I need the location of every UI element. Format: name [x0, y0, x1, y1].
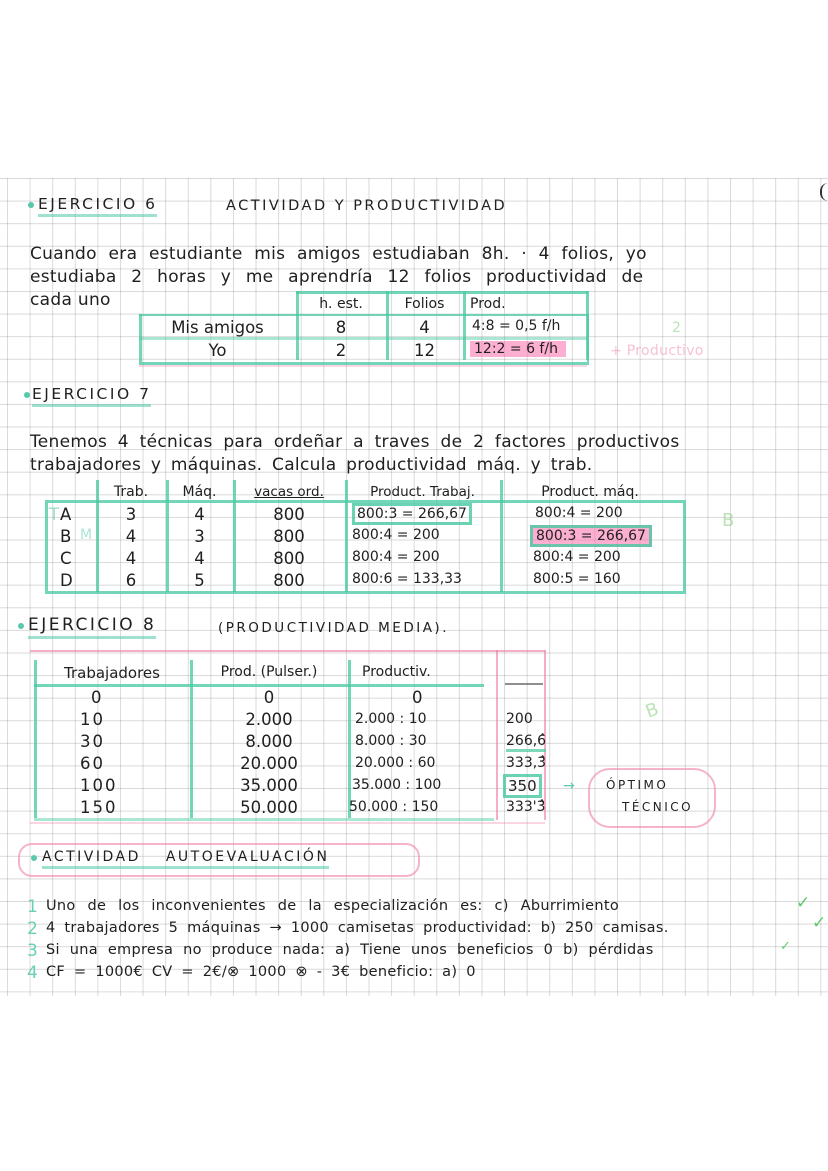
header-prod-maq: Product. máq.: [541, 484, 639, 500]
optimo-label-line1: ÓPTIMO: [606, 778, 669, 792]
optimo-cloud: [588, 768, 716, 828]
header-trab: Trab.: [113, 484, 149, 500]
cell-prod: 20.000: [240, 754, 298, 773]
cell-maq: 5: [194, 571, 205, 590]
item-number: 1: [27, 897, 38, 917]
row-tech: B: [60, 527, 72, 546]
cell-prod-trab-best: 800:3 = 266,67: [352, 503, 472, 525]
header-prod-trab: Product. Trabaj.: [370, 484, 475, 500]
row-mark: M: [80, 527, 93, 543]
cell-prod-trab: 800:4 = 200: [352, 527, 440, 543]
cell-vacas: 800: [273, 505, 305, 524]
header-trabajadores: Trabajadores: [64, 664, 160, 682]
cell-trab: 60: [80, 754, 105, 773]
checkmark-icon: ✓: [812, 913, 827, 933]
cell-prod: 4:8 = 0,5 f/h: [472, 318, 561, 334]
cell-prod: 35.000: [240, 776, 298, 795]
cell-calc: 35.000 : 100: [352, 777, 442, 793]
item-number: 2: [27, 919, 38, 939]
cell-h-est: 2: [335, 341, 347, 360]
header-productiv: Productiv.: [362, 664, 431, 680]
row-tech: C: [60, 549, 72, 568]
cell-vacas: 800: [273, 549, 305, 568]
cell-prod: 0: [263, 688, 275, 707]
cell-trab: 4: [125, 549, 137, 568]
cell-trab: 30: [80, 732, 105, 751]
cell-prod: 8.000: [245, 732, 293, 751]
cell-folios: 4: [419, 318, 430, 337]
row-mark: T: [49, 505, 60, 524]
cell-prod-maq-best: 800:3 = 266,67: [530, 525, 652, 547]
header-prod-pulser: Prod. (Pulser.): [220, 664, 318, 680]
header-vacas: vacas ord.: [254, 484, 324, 500]
cell-prod-maq: 800:5 = 160: [533, 571, 621, 587]
cell-calc: 0: [412, 688, 423, 707]
header-h-est: h. est.: [319, 296, 363, 312]
bullet-icon: [31, 855, 37, 861]
ejercicio7-side-mark: B: [722, 510, 735, 531]
cell-prod-maq: 800:4 = 200: [535, 505, 623, 521]
row-label: Yo: [208, 341, 227, 360]
ejercicio8-title: EJERCICIO 8: [28, 615, 156, 639]
ejercicio8-subtitle: (PRODUCTIVIDAD MEDIA).: [218, 620, 449, 636]
item-number: 4: [27, 963, 38, 983]
ejercicio6-title: EJERCICIO 6: [38, 195, 157, 217]
page-edge-curl: [820, 183, 828, 201]
autoevaluacion-title: ACTIVIDAD AUTOEVALUACIÓN: [42, 849, 329, 869]
cell-prod: 2.000: [245, 710, 293, 729]
cell-result: 333,3̂: [506, 755, 547, 771]
list-item: 4 trabajadores 5 máquinas → 1000 camisetas productividad: b) 250 camisas.: [46, 920, 669, 936]
ejercicio6-annotation-mark: 2: [672, 320, 682, 336]
cell-trab: 3: [125, 505, 137, 524]
cell-trab: 10: [80, 710, 105, 729]
cell-h-est: 8: [335, 318, 347, 337]
cell-trab: 6: [125, 571, 137, 590]
checkmark-icon: ✓: [780, 939, 792, 954]
ejercicio7-title: EJERCICIO 7: [32, 385, 151, 407]
header-folios: Folios: [404, 296, 445, 312]
cell-maq: 4: [194, 505, 205, 524]
cell-trab: 0: [91, 688, 102, 707]
cell-prod-trab: 800:4 = 200: [352, 549, 440, 565]
bullet-icon: [28, 202, 34, 208]
cell-calc: 2.000 : 10: [355, 711, 427, 727]
cell-result: 333'3̂: [506, 799, 546, 815]
header-maq: Máq.: [182, 484, 217, 500]
row-tech: D: [60, 571, 73, 590]
cell-trab: 4: [125, 527, 137, 546]
list-item: Si una empresa no produce nada: a) Tiene unos beneficios 0 b) pérdidas: [46, 942, 654, 958]
list-item: CF = 1000€ CV = 2€/⊗ 1000 ⊗ - 3€ beneficio: a) 0: [46, 964, 476, 980]
cell-prod-trab: 800:6 = 133,33: [352, 571, 462, 587]
cell-trab: 150: [80, 798, 118, 817]
cell-result: 200: [506, 711, 533, 727]
ejercicio6-annotation: + Productivo: [610, 343, 704, 359]
cell-calc: 8.000 : 30: [355, 733, 427, 749]
optimo-label-line2: TÉCNICO: [622, 800, 694, 814]
bullet-icon: [18, 623, 24, 629]
cell-prod-maq: 800:4 = 200: [533, 549, 621, 565]
cell-vacas: 800: [273, 527, 305, 546]
cell-prod: 50.000: [240, 798, 298, 817]
ejercicio7-statement-line2: trabajadores y máquinas. Calcula productividad máq. y trab.: [30, 455, 593, 475]
row-label: Mis amigos: [171, 318, 264, 337]
ejercicio8-side-mark: B: [642, 698, 662, 723]
cell-result: 266,6̂: [506, 733, 546, 752]
ejercicio6-statement-line2: estudiaba 2 horas y me aprendría 12 folios productividad de: [30, 267, 644, 287]
ejercicio6-statement-line1: Cuando era estudiante mis amigos estudiaban 8h. · 4 folios, yo: [30, 244, 647, 264]
cell-folios: 12: [414, 341, 435, 360]
cell-maq: 3: [194, 527, 205, 546]
checkmark-icon: ✓: [796, 893, 811, 913]
cell-vacas: 800: [273, 571, 305, 590]
cell-prod-highlighted: 12:2 = 6 f/h: [470, 341, 566, 357]
cell-maq: 4: [194, 549, 205, 568]
cell-trab: 100: [80, 776, 118, 795]
ejercicio7-statement-line1: Tenemos 4 técnicas para ordeñar a traves de 2 factores productivos: [30, 432, 680, 452]
cell-calc: 50.000 : 150: [349, 799, 439, 815]
list-item: Uno de los inconvenientes de la especialización es: c) Aburrimiento: [46, 898, 620, 914]
cell-result-optimum: 350: [503, 774, 542, 798]
bullet-icon: [24, 392, 30, 398]
cell-calc: 20.000 : 60: [355, 755, 436, 771]
item-number: 3: [27, 941, 38, 961]
ejercicio6-subtitle: ACTIVIDAD Y PRODUCTIVIDAD: [226, 198, 508, 214]
ejercicio6-statement-line3: cada uno: [30, 290, 111, 310]
arrow-icon: →: [563, 778, 576, 794]
header-prod: Prod.: [470, 296, 506, 312]
row-tech: A: [60, 505, 72, 524]
